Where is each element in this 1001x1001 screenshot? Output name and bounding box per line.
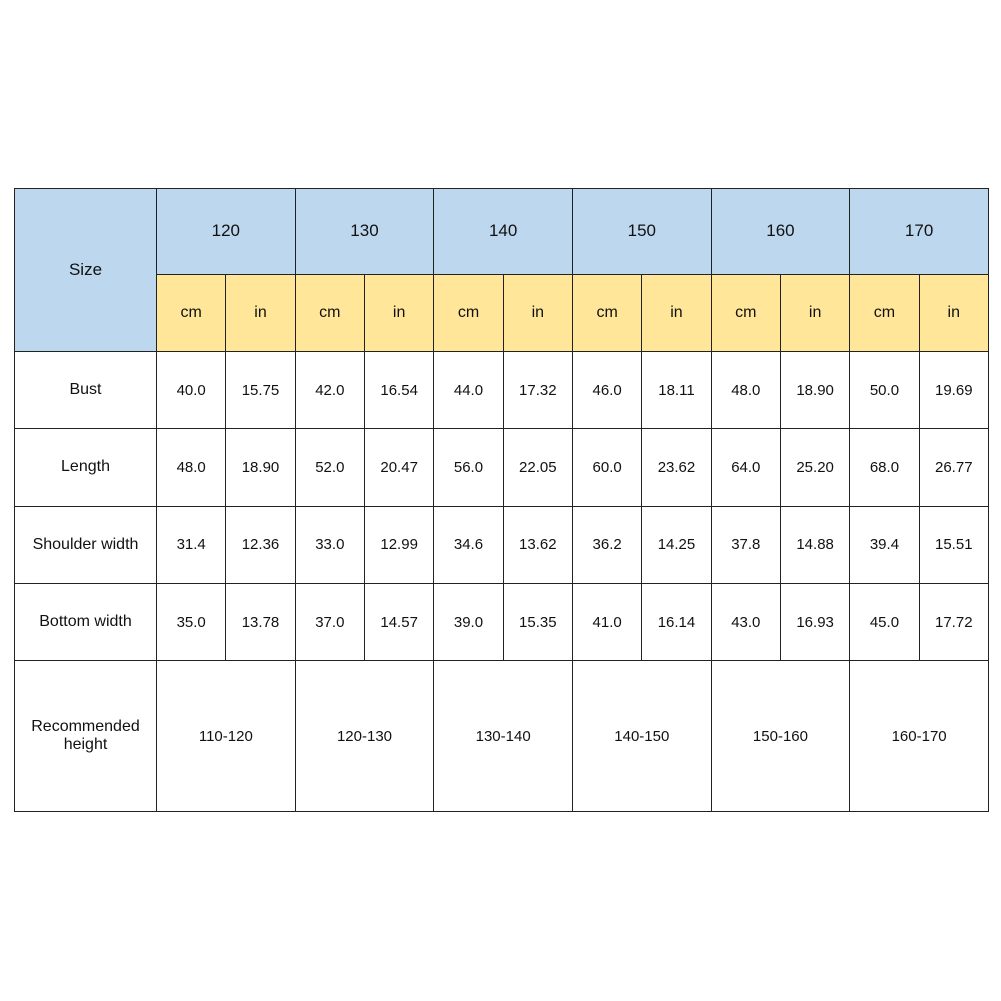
- measurement-cell: 16.54: [364, 351, 433, 428]
- measurement-cell: 42.0: [295, 351, 364, 428]
- table-row: [15, 351, 989, 428]
- recommended-height-cell: 140-150: [572, 661, 711, 812]
- measurement-cell: 15.51: [919, 506, 988, 583]
- unit-in-header: in: [919, 274, 988, 351]
- unit-in-header: in: [226, 274, 295, 351]
- measurement-cell: 18.90: [780, 351, 849, 428]
- size-header-cell: Size: [15, 189, 157, 352]
- recommended-height-row: [15, 661, 989, 812]
- unit-cm-header: cm: [157, 274, 226, 351]
- measurement-cell: 20.47: [364, 429, 433, 506]
- size-column-header: 170: [850, 189, 989, 275]
- size-column-header: 150: [572, 189, 711, 275]
- measurement-cell: 25.20: [780, 429, 849, 506]
- measurement-cell: 36.2: [572, 506, 641, 583]
- measurement-cell: 46.0: [572, 351, 641, 428]
- measurement-cell: 15.75: [226, 351, 295, 428]
- measurement-cell: 26.77: [919, 429, 988, 506]
- measurement-cell: 64.0: [711, 429, 780, 506]
- size-column-header: 130: [295, 189, 434, 275]
- measurement-cell: 35.0: [157, 583, 226, 660]
- measurement-cell: 15.35: [503, 583, 572, 660]
- measurement-cell: 40.0: [157, 351, 226, 428]
- measurement-cell: 23.62: [642, 429, 711, 506]
- measurement-cell: 22.05: [503, 429, 572, 506]
- row-label: Bust: [15, 351, 157, 428]
- recommended-height-cell: 130-140: [434, 661, 573, 812]
- measurement-cell: 14.25: [642, 506, 711, 583]
- unit-cm-header: cm: [572, 274, 641, 351]
- measurement-cell: 41.0: [572, 583, 641, 660]
- measurement-cell: 48.0: [711, 351, 780, 428]
- row-label: Length: [15, 429, 157, 506]
- measurement-cell: 48.0: [157, 429, 226, 506]
- measurement-cell: 12.99: [364, 506, 433, 583]
- measurement-cell: 31.4: [157, 506, 226, 583]
- measurement-cell: 14.57: [364, 583, 433, 660]
- row-label: Recommended height: [15, 661, 157, 812]
- unit-cm-header: cm: [434, 274, 503, 351]
- measurement-cell: 18.11: [642, 351, 711, 428]
- unit-cm-header: cm: [711, 274, 780, 351]
- measurement-cell: 37.8: [711, 506, 780, 583]
- size-chart-table: [14, 188, 989, 812]
- table-row: [15, 583, 989, 660]
- measurement-cell: 13.78: [226, 583, 295, 660]
- measurement-cell: 37.0: [295, 583, 364, 660]
- unit-in-header: in: [642, 274, 711, 351]
- measurement-cell: 17.72: [919, 583, 988, 660]
- measurement-cell: 16.93: [780, 583, 849, 660]
- measurement-cell: 68.0: [850, 429, 919, 506]
- unit-in-header: in: [780, 274, 849, 351]
- measurement-cell: 52.0: [295, 429, 364, 506]
- measurement-cell: 19.69: [919, 351, 988, 428]
- recommended-height-cell: 150-160: [711, 661, 850, 812]
- row-label: Bottom width: [15, 583, 157, 660]
- measurement-cell: 33.0: [295, 506, 364, 583]
- size-column-header: 160: [711, 189, 850, 275]
- recommended-height-cell: 110-120: [157, 661, 296, 812]
- unit-in-header: in: [364, 274, 433, 351]
- unit-in-header: in: [503, 274, 572, 351]
- table-row: [15, 429, 989, 506]
- measurement-cell: 13.62: [503, 506, 572, 583]
- measurement-cell: 45.0: [850, 583, 919, 660]
- recommended-height-cell: 120-130: [295, 661, 434, 812]
- measurement-cell: 56.0: [434, 429, 503, 506]
- measurement-cell: 18.90: [226, 429, 295, 506]
- measurement-cell: 44.0: [434, 351, 503, 428]
- size-column-header: 140: [434, 189, 573, 275]
- measurement-cell: 17.32: [503, 351, 572, 428]
- unit-header-row: [15, 274, 989, 351]
- measurement-cell: 16.14: [642, 583, 711, 660]
- size-header-row: [15, 189, 989, 275]
- unit-cm-header: cm: [850, 274, 919, 351]
- measurement-cell: 60.0: [572, 429, 641, 506]
- measurement-cell: 14.88: [780, 506, 849, 583]
- row-label: Shoulder width: [15, 506, 157, 583]
- size-column-header: 120: [157, 189, 296, 275]
- recommended-height-cell: 160-170: [850, 661, 989, 812]
- measurement-cell: 50.0: [850, 351, 919, 428]
- measurement-cell: 39.4: [850, 506, 919, 583]
- unit-cm-header: cm: [295, 274, 364, 351]
- table-row: [15, 506, 989, 583]
- measurement-cell: 12.36: [226, 506, 295, 583]
- measurement-cell: 43.0: [711, 583, 780, 660]
- measurement-cell: 39.0: [434, 583, 503, 660]
- measurement-cell: 34.6: [434, 506, 503, 583]
